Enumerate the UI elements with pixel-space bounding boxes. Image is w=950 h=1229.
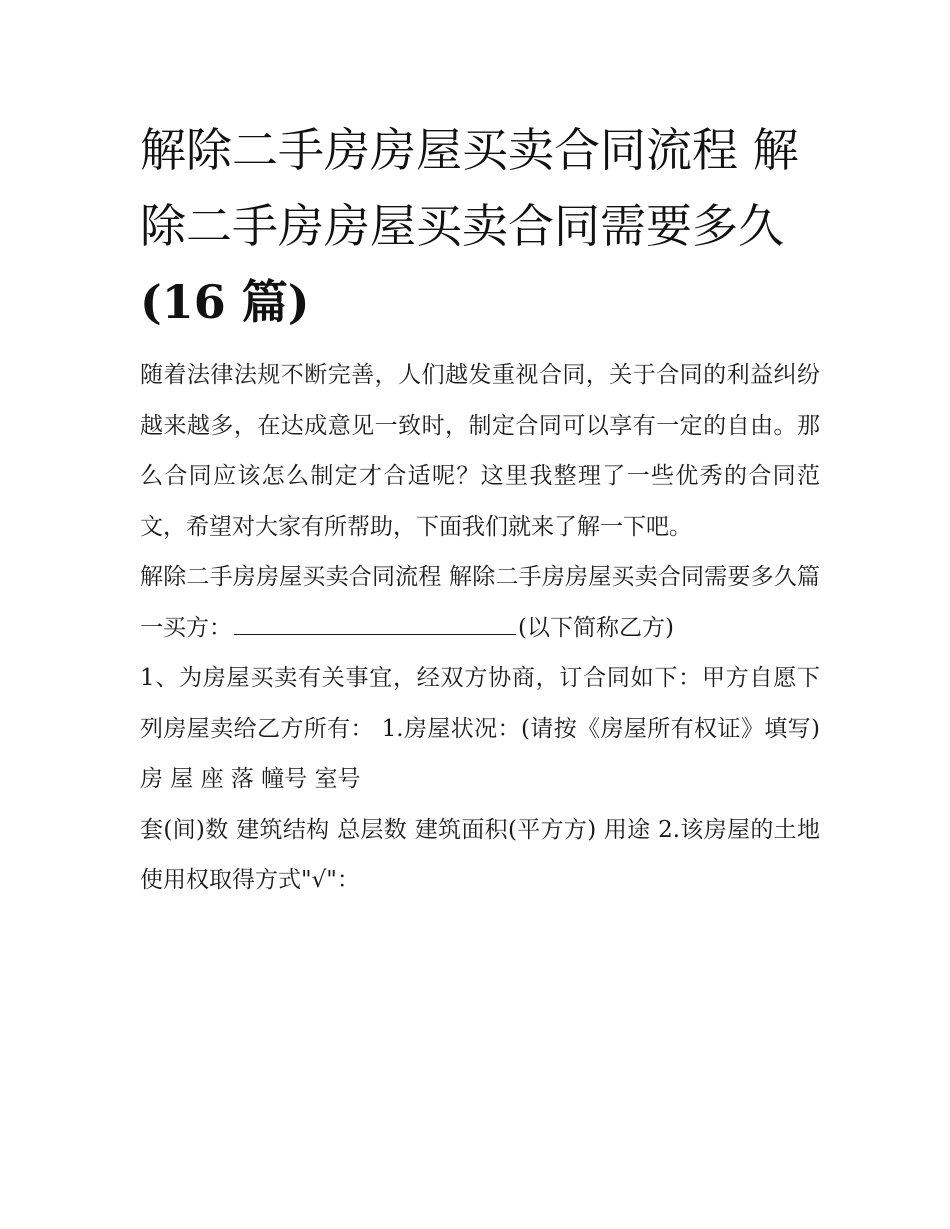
section-heading: 解除二手房房屋买卖合同流程 解除二手房房屋买卖合同需要多久篇一 (140, 564, 820, 641)
clause-2: 套(间)数 建筑结构 总层数 建筑面积(平方方) 用途 2.该房屋的土地使用权取得方式"√"： (140, 816, 820, 893)
clause-1: 1、为房屋买卖有关事宜，经双方协商，订合同如下：甲方自愿下列房屋卖给乙方所有： 1.房屋状况：(请按《房屋所有权证》填写) 房 屋 座 落 幢号 室号 (140, 665, 820, 792)
buyer-suffix: (以下简称乙方) (518, 614, 674, 641)
title-text: 解除二手房房屋买卖合同流程 解除二手房房屋买卖合同需要多久 (140, 123, 799, 253)
title-count: (16 篇) (140, 275, 310, 329)
intro-paragraph: 随着法律法规不断完善，人们越发重视合同，关于合同的利益纠纷越来越多，在达成意见一致时，制定合同可以享有一定的自由。那么合同应该怎么制定才合适呢？这里我整理了一些优秀的合同范文，希望对大家有所帮助，下面我们就来了解一下吧。 (140, 362, 820, 540)
buyer-blank-line (234, 616, 516, 635)
document-title (140, 112, 820, 340)
buyer-label: 买方： (163, 614, 232, 641)
document-body (140, 112, 820, 906)
section-paragraph (140, 552, 820, 653)
